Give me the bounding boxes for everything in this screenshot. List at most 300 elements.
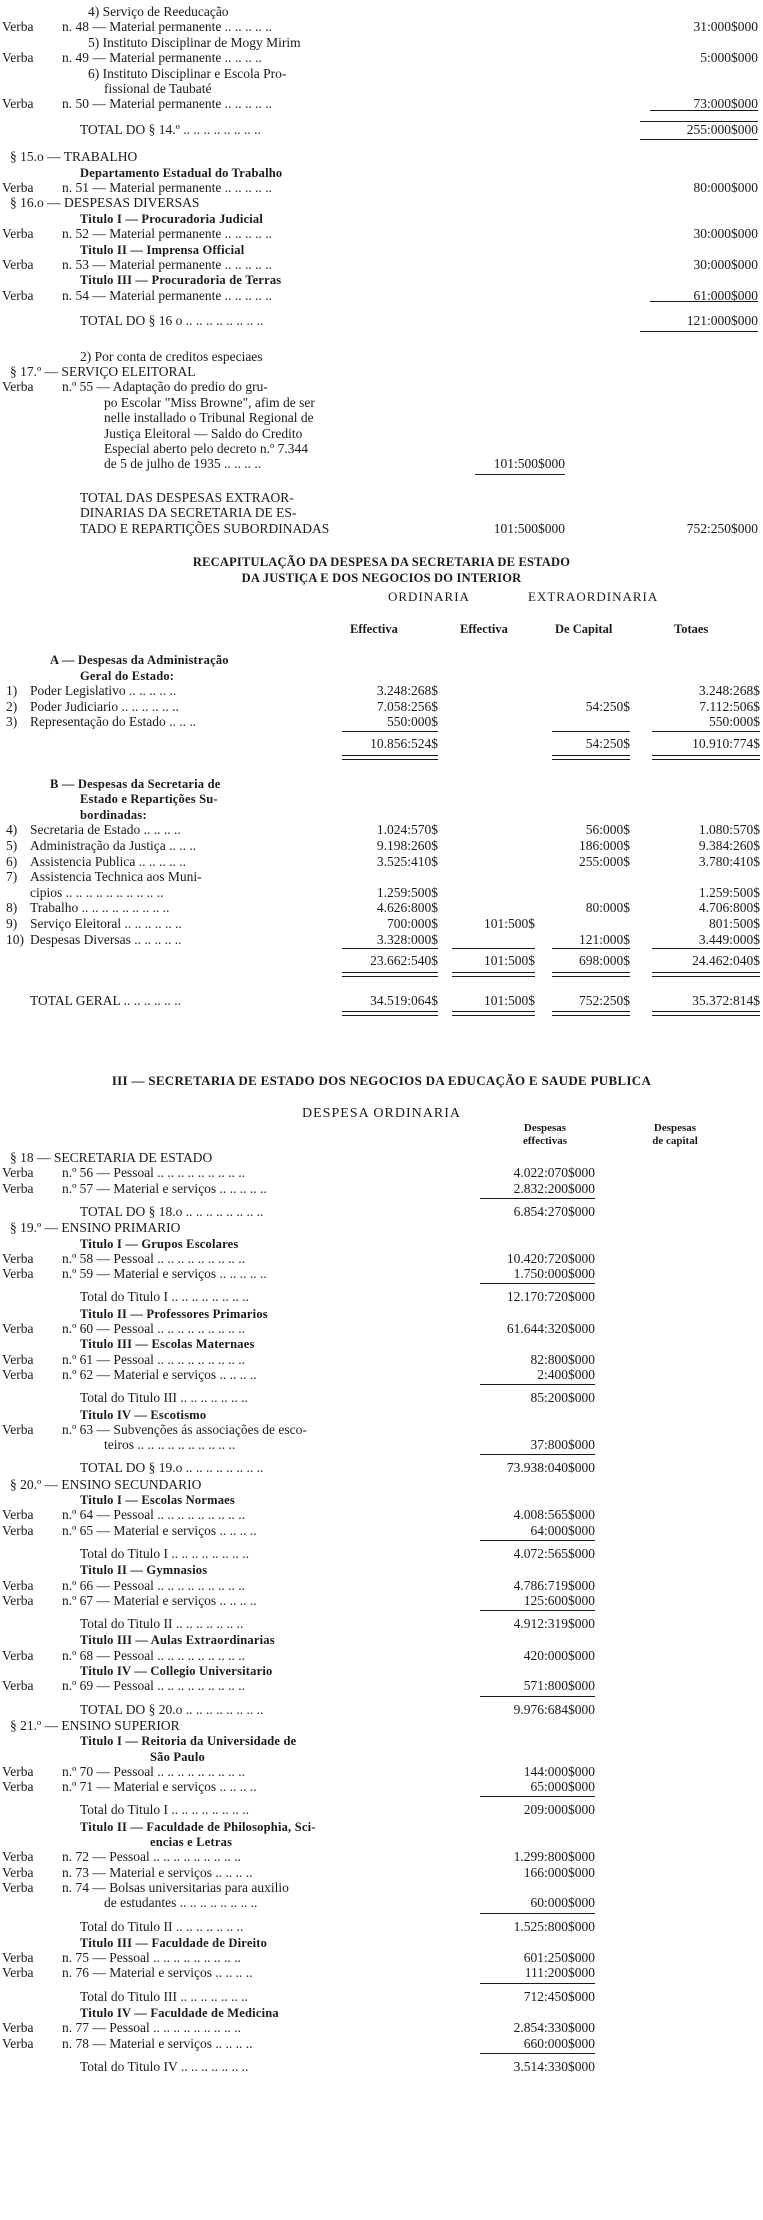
rule-line <box>480 1913 595 1914</box>
budget-line <box>0 1251 763 1267</box>
line-text: n. 77 — Pessoal .. .. .. .. .. .. .. .. .. <box>62 2020 241 2036</box>
line-text: n.º 55 — Adaptação do predio do gru- <box>62 379 268 395</box>
budget-line <box>0 1834 763 1850</box>
recap-value: 698:000$ <box>578 953 630 969</box>
verba-label: Verba <box>2 180 34 195</box>
rule-line <box>652 755 760 756</box>
amount: 601:250$000 <box>523 1950 595 1966</box>
rule-line <box>475 474 565 475</box>
budget-line <box>0 1819 763 1835</box>
line-text: Titulo III — Procuradoria de Terras <box>80 273 282 288</box>
budget-line <box>0 1593 763 1609</box>
budget-line <box>0 313 763 329</box>
line-text: Total do Titulo II .. .. .. .. .. .. .. <box>80 1616 244 1632</box>
line-text: Justiça Eleitoral — Saldo do Credito <box>104 425 303 441</box>
line-text: TOTAL DO § 20.o .. .. .. .. .. .. .. .. <box>80 1701 264 1717</box>
item-number: 7) <box>6 869 18 885</box>
amount: 60:000$000 <box>530 1895 595 1911</box>
amount: 30:000$000 <box>693 226 758 242</box>
recap-row <box>0 854 763 870</box>
line-text: § 15.o — TRABALHO <box>10 149 138 165</box>
verba-label: Verba <box>2 1950 34 1966</box>
recap-row <box>0 652 763 668</box>
line-text: po Escolar "Miss Browne", afim de ser <box>104 394 315 410</box>
recap-row <box>0 822 763 838</box>
verba-label: Verba <box>2 1678 34 1694</box>
budget-line <box>0 226 763 242</box>
budget-line <box>0 257 763 273</box>
recap-value: 101:500$ <box>483 916 535 931</box>
verba-label: Verba <box>2 2035 34 2051</box>
line-text: n.º 67 — Material e serviços .. .. .. .. <box>62 1592 257 1608</box>
amount: 1.750:000$000 <box>513 1266 595 1282</box>
recap-value: 35.372:814$ <box>692 992 760 1008</box>
budget-line <box>0 4 763 20</box>
rule-line <box>452 1011 535 1012</box>
line-text: Titulo II — Gymnasios <box>80 1563 208 1578</box>
budget-line <box>0 242 763 258</box>
line-text: Total do Titulo IV .. .. .. .. .. .. .. <box>80 2058 249 2074</box>
col-head-cap-2: de capital <box>652 1135 698 1147</box>
budget-line <box>0 1492 763 1508</box>
rule-line <box>342 1015 438 1016</box>
budget-line <box>0 35 763 51</box>
rule-line <box>342 976 438 977</box>
recap-value: 7.112:506$ <box>699 698 760 714</box>
budget-line <box>0 288 763 304</box>
verba-label: Verba <box>2 1965 34 1981</box>
rule-line <box>652 976 760 977</box>
line-text: Total do Titulo I .. .. .. .. .. .. .. .. <box>80 1802 249 1818</box>
rule-line <box>652 948 760 949</box>
recap-value: 24.462:040$ <box>692 953 760 969</box>
rule-line <box>342 972 438 973</box>
budget-line <box>0 1336 763 1352</box>
line-text: 4) Serviço de Reeducação <box>88 4 229 19</box>
recap-value: 3.248:268$ <box>376 683 438 699</box>
item-label: TOTAL GERAL .. .. .. .. .. .. <box>30 992 182 1008</box>
amount: 4.008:565$000 <box>513 1507 595 1523</box>
budget-line <box>0 441 763 457</box>
col-head-effectiva-extra: Effectiva <box>460 622 508 636</box>
amount: 166:000$000 <box>523 1864 595 1880</box>
total-line <box>0 1702 763 1718</box>
budget-line <box>0 379 763 395</box>
budget-line <box>0 1865 763 1881</box>
amount: 660:000$000 <box>523 2035 595 2051</box>
budget-line <box>0 1321 763 1337</box>
verba-label: Verba <box>2 226 34 242</box>
budget-line <box>0 1950 763 1966</box>
budget-line <box>0 122 763 138</box>
item-label: Poder Legislativo .. .. .. .. .. <box>30 683 177 699</box>
budget-line <box>0 395 763 411</box>
recap-value: 80:000$ <box>585 900 630 916</box>
budget-line <box>0 1718 763 1734</box>
line-text: n.º 56 — Pessoal .. .. .. .. .. .. .. .. .. <box>62 1165 246 1181</box>
item-label: Assistencia Technica aos Muni- <box>30 869 202 885</box>
col-head-cap-1: Despesas <box>653 1122 697 1134</box>
recap-value: 10.910:774$ <box>692 736 760 751</box>
budget-line <box>0 1632 763 1648</box>
line-text: TOTAL DO § 18.o .. .. .. .. .. .. .. .. <box>80 1203 264 1219</box>
amount: 85:200$000 <box>530 1390 595 1406</box>
verba-label: Verba <box>2 1849 34 1865</box>
item-number: 6) <box>6 853 18 869</box>
item-number: 2) <box>6 698 18 714</box>
verba-label: Verba <box>2 50 34 66</box>
recap-row <box>0 953 763 969</box>
amount: 571:800$000 <box>523 1678 595 1694</box>
line-text: n.º 71 — Material e serviços .. .. .. .. <box>62 1779 257 1795</box>
line-text: n. 74 — Bolsas universitarias para auxilio <box>62 1879 289 1895</box>
amount: 420:000$000 <box>523 1647 595 1663</box>
rule-line <box>480 1796 595 1797</box>
item-label: Assistencia Publica .. .. .. .. .. <box>30 853 186 869</box>
budget-line <box>0 1648 763 1664</box>
rule-line <box>480 1384 595 1385</box>
rule-line <box>552 1015 630 1016</box>
budget-line <box>0 505 763 521</box>
amount: 101:500$000 <box>493 520 565 536</box>
budget-line <box>0 1895 763 1911</box>
budget-line <box>0 1367 763 1383</box>
amount: 65:000$000 <box>530 1779 595 1795</box>
line-text: n.º 63 — Subvenções ás associações de esco- <box>62 1421 307 1437</box>
line-text: Titulo II — Professores Primarios <box>80 1306 268 1321</box>
amount: 61.644:320$000 <box>506 1321 595 1336</box>
rule-line <box>480 1198 595 1199</box>
recap-value: 101:500$ <box>483 953 535 969</box>
line-text: de 5 de julho de 1935 .. .. .. .. <box>104 456 262 472</box>
rule-line <box>480 1454 595 1455</box>
amount: 2.854:330$000 <box>513 2020 595 2036</box>
item-label: cipios .. .. .. .. .. .. .. .. .. .. <box>30 884 164 900</box>
verba-label: Verba <box>2 1592 34 1608</box>
recap-row <box>0 699 763 715</box>
recap-value: 121:000$ <box>578 931 630 947</box>
col-head-eff-1: Despesas <box>523 1122 567 1134</box>
amount: 73:000$000 <box>693 96 758 112</box>
budget-line <box>0 2036 763 2052</box>
budget-line <box>0 1236 763 1252</box>
budget-line <box>0 1849 763 1865</box>
recap-value: 752:250$ <box>578 992 630 1008</box>
rule-line <box>452 972 535 973</box>
recap-value: 1.024:570$ <box>376 822 438 838</box>
budget-line <box>0 490 763 506</box>
amount: 9.976:684$000 <box>513 1701 595 1717</box>
verba-label: Verba <box>2 1321 34 1336</box>
recap-row <box>0 776 763 792</box>
amount: 144:000$000 <box>523 1763 595 1779</box>
verba-label: Verba <box>2 1266 34 1282</box>
item-label: Secretaria de Estado .. .. .. .. <box>30 822 181 838</box>
verba-label: Verba <box>2 1366 34 1382</box>
budget-line <box>0 426 763 442</box>
recap-value: 3.449:000$ <box>698 931 760 947</box>
rule-line <box>652 972 760 973</box>
line-text: 2) Por conta de creditos especiaes <box>80 348 263 364</box>
recap-row <box>0 714 763 730</box>
total-line <box>0 1204 763 1220</box>
line-text: Titulo IV — Faculdade de Medicina <box>80 2006 279 2020</box>
budget-line <box>0 1779 763 1795</box>
recap-value: 10.856:524$ <box>370 736 438 751</box>
line-text: Total do Titulo III .. .. .. .. .. .. .. <box>80 1390 248 1406</box>
amount: 752:250$000 <box>686 520 758 536</box>
total-line <box>0 1390 763 1406</box>
recap-row <box>0 683 763 699</box>
line-text: Titulo II — Faculdade de Philosophia, Sci- <box>80 1819 316 1834</box>
line-text: n. 78 — Material e serviços .. .. .. .. <box>62 2035 253 2051</box>
col-head-capital: De Capital <box>555 622 613 636</box>
amount: 73.938:040$000 <box>506 1460 595 1476</box>
line-text: Titulo I — Escolas Normaes <box>80 1493 235 1507</box>
recap-value: 56:000$ <box>585 822 630 838</box>
budget-line <box>0 50 763 66</box>
line-text: TOTAL DAS DESPESAS EXTRAOR- <box>80 489 294 505</box>
line-text: fissional de Taubaté <box>104 81 212 96</box>
amount: 712:450$000 <box>523 1988 595 2004</box>
budget-line <box>0 165 763 181</box>
item-number: 8) <box>6 900 18 916</box>
recap-value: 3.525:410$ <box>376 853 438 869</box>
total-line <box>0 1989 763 2005</box>
rule-line <box>552 976 630 977</box>
rule-line <box>452 948 535 949</box>
line-text: n.º 66 — Pessoal .. .. .. .. .. .. .. .. .. <box>62 1577 246 1593</box>
rule-line <box>480 1983 595 1984</box>
budget-line <box>0 410 763 426</box>
amount: 12.170:720$000 <box>506 1289 595 1305</box>
budget-line <box>0 1422 763 1438</box>
recap-row <box>0 668 763 684</box>
rule-line <box>342 731 438 732</box>
col-head-eff-2: effectivas <box>523 1135 567 1147</box>
budget-line <box>0 1562 763 1578</box>
budget-line <box>0 180 763 196</box>
line-text: Titulo I — Procuradoria Judicial <box>80 211 264 226</box>
recap-value: 4.706:800$ <box>698 900 760 916</box>
recap-row <box>0 736 763 752</box>
verba-label: Verba <box>2 379 34 395</box>
line-text: n.º 61 — Pessoal .. .. .. .. .. .. .. .. .. <box>62 1351 246 1367</box>
line-text: de estudantes .. .. .. .. .. .. .. .. <box>104 1895 258 1911</box>
total-line <box>0 1546 763 1562</box>
recap-value: 4.626:800$ <box>376 900 438 916</box>
rule-line <box>652 731 760 732</box>
rule-line <box>552 755 630 756</box>
line-text: Total do Titulo III .. .. .. .. .. .. .. <box>80 1988 248 2004</box>
line-text: n. 53 — Material permanente .. .. .. .. .. <box>62 257 272 272</box>
line-text: n.º 65 — Material e serviços .. .. .. .. <box>62 1522 257 1538</box>
verba-label: Verba <box>2 2020 34 2036</box>
budget-line <box>0 1407 763 1423</box>
rule-line <box>480 2053 595 2054</box>
recap-row <box>0 916 763 932</box>
amount: 4.912:319$000 <box>513 1616 595 1632</box>
item-label: Despesas Diversas .. .. .. .. .. <box>30 931 182 947</box>
line-text: Total do Titulo I .. .. .. .. .. .. .. .. <box>80 1289 249 1305</box>
line-text: n. 50 — Material permanente .. .. .. .. .. <box>62 96 272 112</box>
amount: 10.420:720$000 <box>506 1250 595 1266</box>
recap-value: 1.080:570$ <box>698 822 760 838</box>
budget-line <box>0 1880 763 1896</box>
verba-label: Verba <box>2 19 34 35</box>
line-text: 6) Instituto Disciplinar e Escola Pro- <box>88 65 287 81</box>
amount: 4.072:565$000 <box>513 1545 595 1561</box>
line-text: nelle installado o Tribunal Regional de <box>104 410 314 426</box>
line-text: § 18 — SECRETARIA DE ESTADO <box>10 1150 213 1165</box>
budget-line <box>0 1663 763 1679</box>
recap-value: 7.058:256$ <box>376 698 438 714</box>
rule-line <box>342 1011 438 1012</box>
line-text: n.º 62 — Material e serviços .. .. .. .. <box>62 1366 257 1382</box>
line-text: n.º 64 — Pessoal .. .. .. .. .. .. .. .. .. <box>62 1507 246 1523</box>
col-head-totaes: Totaes <box>674 622 709 636</box>
amount: 37:800$000 <box>530 1437 595 1453</box>
budget-line <box>0 2020 763 2036</box>
amount: 209:000$000 <box>523 1802 595 1818</box>
budget-line <box>0 1352 763 1368</box>
line-text: Titulo III — Escolas Maternaes <box>80 1337 255 1352</box>
rule-line <box>652 1015 760 1016</box>
verba-label: Verba <box>2 1522 34 1538</box>
verba-label: Verba <box>2 1250 34 1266</box>
budget-line <box>0 149 763 165</box>
budget-line <box>0 272 763 288</box>
amount: 2.832:200$000 <box>513 1180 595 1196</box>
verba-label: Verba <box>2 1507 34 1523</box>
rule-line <box>480 1610 595 1611</box>
rule-line <box>652 1011 760 1012</box>
budget-line <box>0 1764 763 1780</box>
line-text: TADO E REPARTIÇÕES SUBORDINADAS <box>80 520 330 536</box>
total-line <box>0 1289 763 1305</box>
budget-line <box>0 1523 763 1539</box>
item-number: 9) <box>6 916 18 931</box>
recap-value: 186:000$ <box>578 838 630 853</box>
line-text: TOTAL DO § 19.o .. .. .. .. .. .. .. .. <box>80 1460 264 1476</box>
item-number: 4) <box>6 822 18 838</box>
budget-line <box>0 1150 763 1166</box>
amount: 4.022:070$000 <box>513 1165 595 1181</box>
col-head-effectiva: Effectiva <box>350 622 398 636</box>
total-line <box>0 1460 763 1476</box>
line-text: n.º 57 — Material e serviços .. .. .. .. .. <box>62 1180 267 1196</box>
budget-line <box>0 521 763 537</box>
verba-label: Verba <box>2 287 34 303</box>
recap-value: 255:000$ <box>578 853 630 869</box>
recap-row <box>0 869 763 885</box>
item-number: 10) <box>6 931 24 947</box>
recap-value: 54:250$ <box>585 736 630 751</box>
budget-line <box>0 456 763 472</box>
line-text: DINARIAS DA SECRETARIA DE ES- <box>80 505 297 521</box>
rule-line <box>552 1011 630 1012</box>
line-text: § 19.º — ENSINO PRIMARIO <box>10 1220 181 1236</box>
verba-label: Verba <box>2 1180 34 1196</box>
rule-line <box>650 301 758 302</box>
line-text: Titulo III — Faculdade de Direito <box>80 1935 268 1950</box>
recap-row <box>0 791 763 807</box>
budget-line <box>0 1437 763 1453</box>
amount: 125:600$000 <box>523 1592 595 1608</box>
amount: 64:000$000 <box>530 1522 595 1538</box>
line-text: Titulo I — Grupos Escolares <box>80 1236 239 1251</box>
line-text: n. 75 — Pessoal .. .. .. .. .. .. .. .. .. <box>62 1950 241 1966</box>
recap-value: 54:250$ <box>585 698 630 714</box>
line-text: n. 51 — Material permanente .. .. .. .. .. <box>62 180 272 195</box>
amount: 1.525:800$000 <box>513 1918 595 1934</box>
recap-row <box>0 993 763 1009</box>
rule-line <box>342 948 438 949</box>
verba-label: Verba <box>2 1647 34 1663</box>
amount: 6.854:270$000 <box>513 1203 595 1219</box>
amount: 121:000$000 <box>686 313 758 329</box>
budget-line <box>0 349 763 365</box>
line-text: n. 48 — Material permanente .. .. .. .. .. <box>62 19 272 35</box>
item-number: 1) <box>6 683 18 699</box>
item-label: Poder Judiciario .. .. .. .. .. .. <box>30 698 179 714</box>
recap-row <box>0 838 763 854</box>
amount: 61:000$000 <box>693 287 758 303</box>
recap-value: 801:500$ <box>708 916 760 931</box>
line-text: n.º 58 — Pessoal .. .. .. .. .. .. .. .. .. <box>62 1250 246 1266</box>
budget-line <box>0 1165 763 1181</box>
rule-line <box>650 110 758 111</box>
line-text: § 16.o — DESPESAS DIVERSAS <box>10 195 200 211</box>
line-text: Titulo IV — Collegio Universitario <box>80 1664 273 1678</box>
recap-value: 700:000$ <box>386 916 438 931</box>
item-label: Estado e Repartições Su- <box>80 792 218 807</box>
budget-line <box>0 1733 763 1749</box>
line-text: § 20.º — ENSINO SECUNDARIO <box>10 1476 202 1492</box>
rule-line <box>640 121 758 122</box>
item-label: bordinadas: <box>80 807 147 822</box>
rule-line <box>342 759 438 760</box>
line-text: TOTAL DO § 14.º .. .. .. .. .. .. .. .. <box>80 121 261 137</box>
line-text: n.º 69 — Pessoal .. .. .. .. .. .. .. .. .. <box>62 1678 246 1694</box>
amount: 30:000$000 <box>693 257 758 272</box>
amount: 2:400$000 <box>537 1366 595 1382</box>
item-label: Administração da Justiça .. .. .. <box>30 838 197 853</box>
line-text: TOTAL DO § 16 o .. .. .. .. .. .. .. .. <box>80 313 264 329</box>
rule-line <box>452 976 535 977</box>
line-text: § 17.º — SERVIÇO ELEITORAL <box>10 364 196 379</box>
recap-row <box>0 932 763 948</box>
line-text: encias e Letras <box>150 1835 233 1849</box>
amount: 80:000$000 <box>693 180 758 195</box>
budget-line <box>0 195 763 211</box>
rule-line <box>480 1696 595 1697</box>
recap-value: 9.198:260$ <box>376 838 438 853</box>
col-group-extraordinaria: EXTRAORDINARIA <box>528 589 659 604</box>
verba-label: Verba <box>2 1165 34 1181</box>
item-label: Geral do Estado: <box>80 668 175 683</box>
verba-label: Verba <box>2 1351 34 1367</box>
line-text: n.º 59 — Material e serviços .. .. .. .. .. <box>62 1266 267 1282</box>
recap-value: 9.384:260$ <box>698 838 760 853</box>
budget-line <box>0 96 763 112</box>
budget-line <box>0 1678 763 1694</box>
verba-label: Verba <box>2 1763 34 1779</box>
amount: 5:000$000 <box>700 50 758 66</box>
budget-line <box>0 19 763 35</box>
recap-value: 550:000$ <box>386 714 438 730</box>
amount: 31:000$000 <box>693 19 758 35</box>
